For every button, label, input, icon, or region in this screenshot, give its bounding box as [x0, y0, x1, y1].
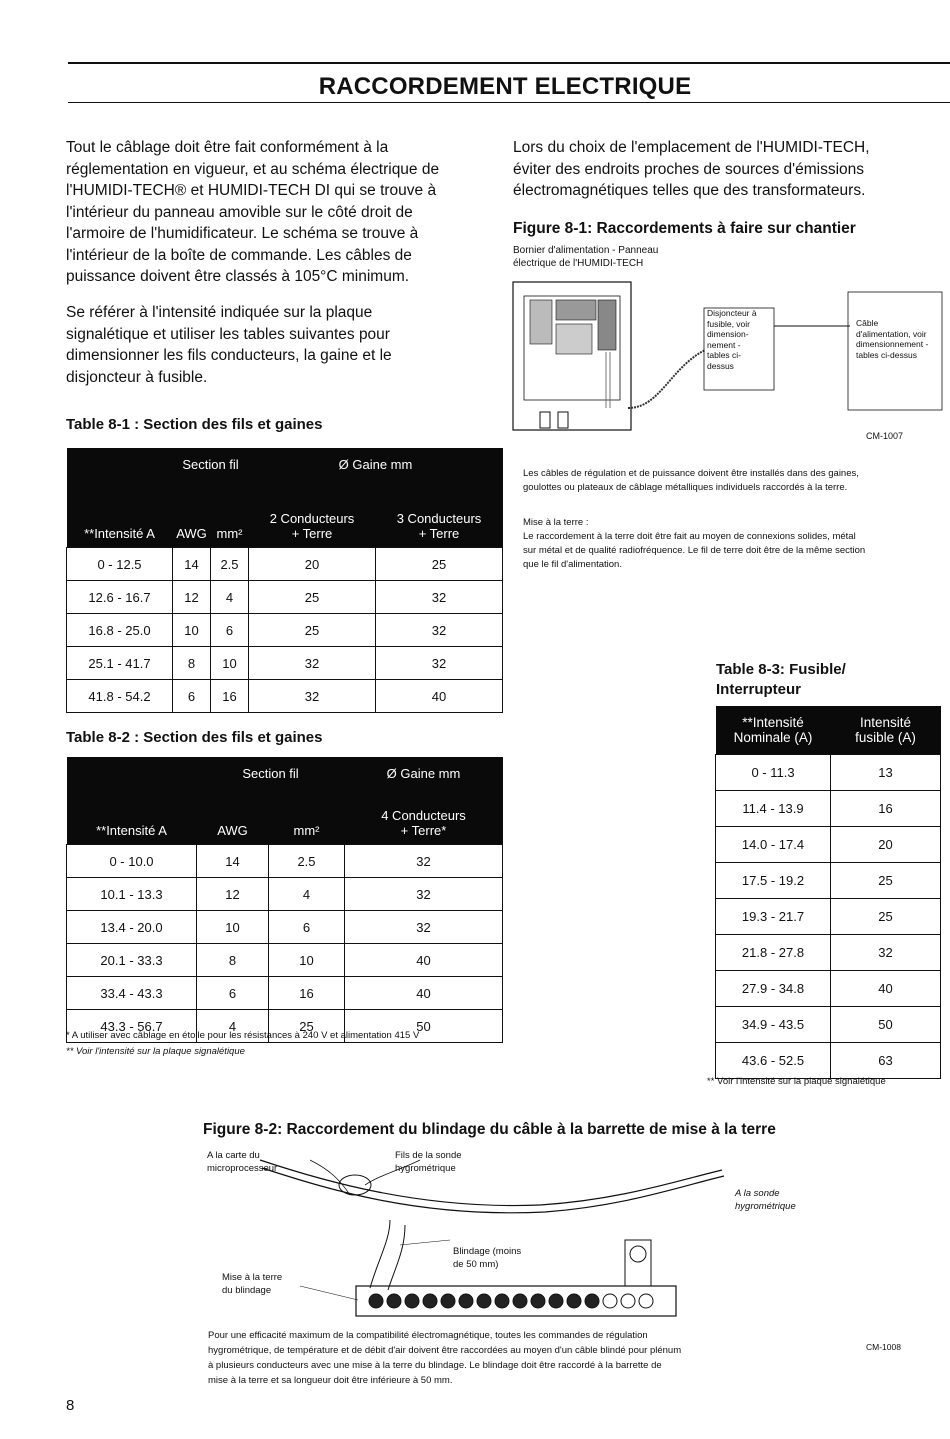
figure-1-note-cables: Les câbles de régulation et de puissance doivent être installés dans des gaines, goulottes ou plateaux de câblage métalliques individuels raccordés à la terre.	[523, 468, 859, 493]
table-1-header-3c: 3 Conducteurs + Terre	[376, 480, 503, 548]
table-2-title: Table 8-2 : Section des fils et gaines	[66, 729, 323, 746]
table-2-header-4c: 4 Conducteurs + Terre*	[345, 789, 503, 845]
table-row: 16.8 - 25.0 10 6 25 32	[67, 614, 503, 647]
table-1-header-awg: AWG	[173, 480, 211, 548]
table-row: 43.3 - 56.7 4 25 50	[67, 1010, 503, 1043]
table-2-header-gaine: Ø Gaine mm	[345, 757, 503, 789]
table-3	[715, 706, 941, 1079]
label-microprocessor: A la carte du microprocesseur	[207, 1150, 278, 1174]
table-row: 10.1 - 13.3 12 4 32	[67, 878, 503, 911]
table-row: 43.6 - 52.5 63	[716, 1043, 941, 1079]
table-row: 0 - 10.0 14 2.5 32	[67, 845, 503, 878]
table-row: 20.1 - 33.3 8 10 40	[67, 944, 503, 977]
table-row: 34.9 - 43.5 50	[716, 1007, 941, 1043]
table-1	[66, 448, 503, 713]
intro-paragraph: Tout le câblage doit être fait conformément à la réglementation en vigueur, et au schéma électrique de l'HUMIDI-TECH® et HUMIDI-TECH DI qui se trouve à l'intérieur du panneau amovible sur le côté droit de l'armoire de l'humidificateur. Le schéma se trouve à l'intérieur de la boîte de commande. Les câbles de puissance doivent être classés à 105°C minimum.	[66, 139, 440, 285]
table-2-footnote-double-star: ** Voir l'intensité sur la plaque signalétique	[66, 1046, 245, 1057]
cable-label: Câble d'alimentation, voir dimensionnement - tables ci-dessus	[856, 318, 929, 360]
table-2-header-awg: AWG	[197, 789, 269, 845]
table-2	[66, 757, 503, 1043]
breaker-label: Disjoncteur à fusible, voir dimension- nement - tables ci- dessus	[707, 308, 757, 371]
figure-2-code: CM-1008	[866, 1342, 901, 1352]
table-row: 27.9 - 34.8 40	[716, 971, 941, 1007]
table-row: 11.4 - 13.9 16	[716, 791, 941, 827]
table-row: 12.6 - 16.7 12 4 25 32	[67, 581, 503, 614]
reference-paragraph: Se référer à l'intensité indiquée sur la plaque signalétique et utiliser les tables suivantes pour dimensionner les fils conducteurs, la gaine et le disjoncteur à fusible.	[66, 304, 392, 386]
table-1-header-2c: 2 Conducteurs + Terre	[249, 480, 376, 548]
table-3-header-fusible: Intensité fusible (A)	[831, 706, 941, 755]
label-shield-ground: Mise à la terre du blindage	[222, 1272, 283, 1296]
table-1-header-section: Section fil	[173, 448, 249, 480]
table-1-title: Table 8-1 : Section des fils et gaines	[66, 416, 323, 433]
title-rule	[68, 102, 950, 103]
figure-2-caption: Pour une efficacité maximum de la compatibilité électromagnétique, toutes les commandes de régulation hygrométrique, de température et de débit d'air doivent être raccordées au moyen d'un câble blindé pour plénum à plusieurs conducteurs avec une mise à la terre du blindage. Le blindage doit être raccordé à la barrette de mise à la terre et sa longueur doit être inférieure à 50 mm.	[208, 1330, 682, 1386]
top-rule	[68, 62, 950, 64]
table-row: 17.5 - 19.2 25	[716, 863, 941, 899]
figure-1-subtitle: Bornier d'alimentation - Panneau électrique de l'HUMIDI-TECH	[513, 245, 659, 269]
page-number: 8	[66, 1397, 75, 1414]
label-shield: Blindage (moins de 50 mm)	[453, 1246, 522, 1270]
table-row: 0 - 12.5 14 2.5 20 25	[67, 548, 503, 581]
page-title: RACCORDEMENT ELECTRIQUE	[318, 73, 692, 100]
location-paragraph: Lors du choix de l'emplacement de l'HUMIDI-TECH, éviter des endroits proches de sources d'émissions électromagnétiques telles que des transformateurs.	[513, 139, 870, 199]
table-row: 0 - 11.3 13	[716, 755, 941, 791]
table-row: 33.4 - 43.3 6 16 40	[67, 977, 503, 1010]
table-2-header-intensite: **Intensité A	[67, 789, 197, 845]
table-row: 41.8 - 54.2 6 16 32 40	[67, 680, 503, 713]
figure-2-diagram	[200, 1140, 840, 1320]
figure-1-code: CM-1007	[866, 431, 904, 441]
table-row: 13.4 - 20.0 10 6 32	[67, 911, 503, 944]
table-3-title: Table 8-3: Fusible/ Interrupteur	[716, 661, 846, 698]
table-row: 21.8 - 27.8 32	[716, 935, 941, 971]
table-row: 25.1 - 41.7 8 10 32 32	[67, 647, 503, 680]
table-3-footnote: ** Voir l'intensité sur la plaque signalétique	[707, 1076, 886, 1087]
table-1-header-intensite: **Intensité A	[67, 480, 173, 548]
figure-1-title: Figure 8-1: Raccordements à faire sur chantier	[513, 220, 856, 237]
table-1-header-mm2: mm²	[211, 480, 249, 548]
table-row: 14.0 - 17.4 20	[716, 827, 941, 863]
figure-1-note-ground: Mise à la terre : Le raccordement à la terre doit être fait au moyen de connexions solides, métal sur métal et de qualité radiofréquence. Le fil de terre doit être de la même section que le fil d'alimentation.	[523, 517, 866, 570]
table-3-header-nominale: **Intensité Nominale (A)	[716, 706, 831, 755]
table-1-header-gaine: Ø Gaine mm	[249, 448, 503, 480]
figure-2-title: Figure 8-2: Raccordement du blindage du câble à la barrette de mise à la terre	[203, 1121, 776, 1138]
label-sensor-wires: Fils de la sonde hygrométrique	[395, 1150, 462, 1174]
table-row: 19.3 - 21.7 25	[716, 899, 941, 935]
table-2-header-mm2: mm²	[269, 789, 345, 845]
table-2-header-section: Section fil	[197, 757, 345, 789]
label-to-sensor: A la sonde hygrométrique	[735, 1188, 796, 1212]
table-2-footnote-star: * A utiliser avec câblage en étoile pour les résistances à 240 V et alimentation 415 V	[66, 1030, 420, 1041]
